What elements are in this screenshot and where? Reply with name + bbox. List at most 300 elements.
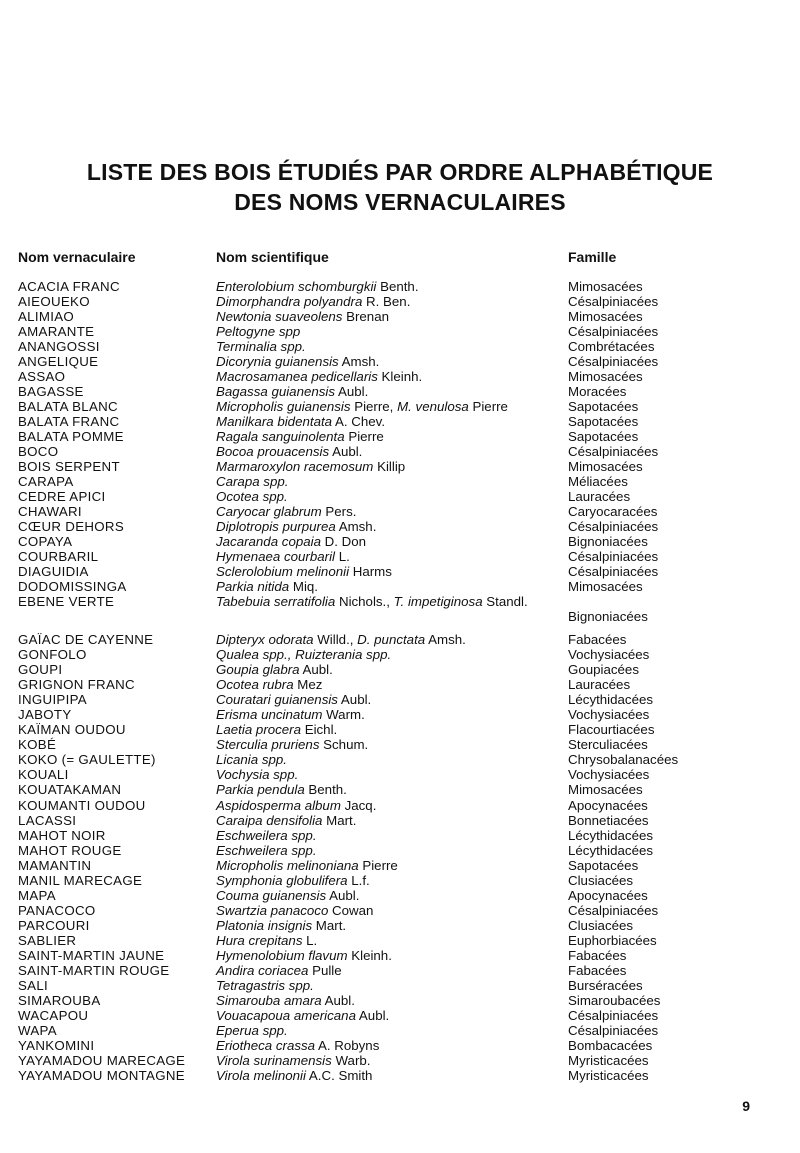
scientific-name — [216, 963, 561, 978]
vernacular-name: EBENE VERTE — [18, 594, 115, 610]
scientific-name — [216, 354, 561, 369]
scientific-name-author: Miq. — [289, 579, 318, 595]
header-scientific: Nom scientifique — [216, 249, 329, 265]
table-row — [0, 519, 800, 534]
scientific-name-italic: Simarouba amara — [216, 992, 322, 1008]
scientific-name-author: Killip — [373, 459, 406, 475]
page-number: 9 — [742, 1098, 750, 1114]
scientific-name-italic: Ocotea spp. — [216, 489, 288, 505]
scientific-name-italic: Parkia pendula — [216, 782, 305, 798]
family-name: Césalpiniacées — [568, 444, 659, 460]
vernacular-name: BOIS SERPENT — [18, 459, 120, 475]
scientific-name-italic: Macrosamanea pedicellaris — [216, 369, 378, 385]
family-name: Césalpiniacées — [568, 902, 659, 918]
vernacular-name: BALATA FRANC — [18, 414, 120, 430]
vernacular-name: BOCO — [18, 444, 59, 460]
scientific-name — [216, 1038, 561, 1053]
vernacular-name: SALI — [18, 977, 49, 993]
vernacular-name: ALIMIAO — [18, 309, 75, 325]
scientific-name-italic: T. impetiginosa — [393, 594, 483, 610]
table-row — [0, 798, 800, 813]
scientific-name — [216, 369, 561, 384]
vernacular-name: INGUIPIPA — [18, 692, 87, 708]
vernacular-name: MANIL MARECAGE — [18, 872, 143, 888]
scientific-name-author: Harms — [349, 564, 392, 580]
vernacular-name: CEDRE APICI — [18, 489, 106, 505]
table-row — [0, 722, 800, 737]
family-name: Lécythidacées — [568, 692, 654, 708]
scientific-name — [216, 1023, 561, 1038]
scientific-name-italic: Virola surinamensis — [216, 1052, 332, 1068]
scientific-name-author: A. Chev. — [332, 414, 386, 430]
table-row — [0, 782, 800, 797]
vernacular-name: KOBÉ — [18, 737, 57, 753]
scientific-name-author: Cowan — [328, 902, 374, 918]
scientific-name-author: D. Don — [320, 534, 367, 550]
scientific-name — [216, 384, 561, 399]
scientific-name — [216, 549, 561, 564]
scientific-name-italic: M. venulosa — [397, 399, 469, 415]
scientific-name-italic: Hymenolobium flavum — [216, 947, 348, 963]
family-name: Flacourtiacées — [568, 722, 655, 738]
vernacular-name: SAINT-MARTIN JAUNE — [18, 947, 165, 963]
scientific-name-italic: Dipteryx odorata — [216, 632, 314, 648]
scientific-name-italic: Vouacapoua americana — [216, 1007, 356, 1023]
table-row — [0, 813, 800, 828]
scientific-name — [216, 594, 561, 609]
vernacular-name: KAÏMAN OUDOU — [18, 722, 126, 738]
table-row — [0, 279, 800, 294]
family-name: Sapotacées — [568, 429, 639, 445]
vernacular-name: KOKO (= GAULETTE) — [18, 752, 156, 768]
scientific-name-italic: Couma guianensis — [216, 887, 327, 903]
family-name: Fabacées — [568, 632, 627, 648]
scientific-name-author: Pers. — [321, 504, 357, 520]
family-name: Burséracées — [568, 977, 643, 993]
scientific-name — [216, 978, 561, 993]
vernacular-name: COURBARIL — [18, 549, 99, 565]
table-row — [0, 737, 800, 752]
scientific-name-author: Aubl. — [321, 992, 355, 1008]
scientific-name — [216, 309, 561, 324]
scientific-name — [216, 993, 561, 1008]
family-name: Mimosacées — [568, 459, 643, 475]
vernacular-name: WACAPOU — [18, 1007, 89, 1023]
scientific-name-author: Eichl. — [301, 722, 338, 738]
table-row — [0, 828, 800, 843]
family-name: Clusiacées — [568, 917, 634, 933]
scientific-name — [216, 677, 561, 692]
table-row — [0, 903, 800, 918]
vernacular-name: SABLIER — [18, 932, 77, 948]
scientific-name — [216, 662, 561, 677]
scientific-name — [216, 918, 561, 933]
scientific-name-italic: Caraipa densifolia — [216, 812, 323, 828]
vernacular-name: GONFOLO — [18, 647, 87, 663]
scientific-name-italic: Diplotropis purpurea — [216, 519, 336, 535]
vernacular-name: GOUPI — [18, 662, 63, 678]
vernacular-name: SIMAROUBA — [18, 992, 101, 1008]
scientific-name — [216, 294, 561, 309]
scientific-name-italic: Sterculia pruriens — [216, 737, 320, 753]
scientific-name-author: Pierre — [468, 399, 508, 415]
scientific-name-italic: Hymenaea courbaril — [216, 549, 335, 565]
scientific-name-author: Amsh. — [338, 354, 380, 370]
scientific-name-italic: Hura crepitans — [216, 932, 303, 948]
scientific-name-italic: Tabebuia serratifolia — [216, 594, 336, 610]
scientific-name-italic: Eschweilera spp. — [216, 827, 317, 843]
vernacular-name: DODOMISSINGA — [18, 579, 127, 595]
scientific-name — [216, 873, 561, 888]
family-name: Fabacées — [568, 962, 627, 978]
family-name: Caryocaracées — [568, 504, 658, 520]
family-name: Césalpiniacées — [568, 1007, 659, 1023]
scientific-name-author: Pulle — [308, 962, 342, 978]
table-row — [0, 677, 800, 692]
scientific-name — [216, 933, 561, 948]
scientific-name-author: Kleinh. — [377, 369, 423, 385]
family-name: Vochysiacées — [568, 707, 650, 723]
table-row — [0, 459, 800, 474]
scientific-name-author: Kleinh. — [347, 947, 392, 963]
scientific-name-author: Schum. — [319, 737, 369, 753]
family-name: Lauracées — [568, 677, 631, 693]
scientific-name-italic: Symphonia globulifera — [216, 872, 348, 888]
page-title — [0, 157, 800, 217]
scientific-name — [216, 752, 561, 767]
scientific-name — [216, 767, 561, 782]
scientific-name-italic: Tetragastris spp. — [216, 977, 314, 993]
scientific-name-italic: Micropholis guianensis — [216, 399, 351, 415]
table-row — [0, 888, 800, 903]
family-name: Césalpiniacées — [568, 549, 659, 565]
header-vernacular: Nom vernaculaire — [18, 249, 136, 265]
scientific-name-italic: Eschweilera spp. — [216, 842, 317, 858]
title-line-1: LISTE DES BOIS ÉTUDIÉS PAR ORDRE ALPHABÉTIQUE — [86, 159, 714, 185]
vernacular-name: KOUATAKAMAN — [18, 782, 122, 798]
table-row — [0, 993, 800, 1008]
family-name: Mimosacées — [568, 579, 643, 595]
scientific-name — [216, 1008, 561, 1023]
scientific-name — [216, 1053, 561, 1068]
scientific-name — [216, 692, 561, 707]
scientific-name-author: Warb. — [331, 1052, 371, 1068]
table-row — [0, 873, 800, 888]
scientific-name-italic: Enterolobium schomburgkii — [216, 279, 377, 294]
scientific-name-italic: Ocotea rubra — [216, 677, 294, 693]
table-row — [0, 549, 800, 564]
vernacular-name: YANKOMINI — [18, 1037, 95, 1053]
table-row — [0, 692, 800, 707]
vernacular-name: BALATA BLANC — [18, 399, 118, 415]
family-name: Lécythidacées — [568, 842, 654, 858]
scientific-name-italic: Aspidosperma album — [216, 797, 341, 813]
family-name: Goupiacées — [568, 662, 639, 678]
scientific-name-author: Brenan — [342, 309, 389, 325]
vernacular-name: CŒUR DEHORS — [18, 519, 124, 535]
vernacular-name: ANANGOSSI — [18, 339, 100, 355]
family-name: Césalpiniacées — [568, 354, 659, 370]
scientific-name-author: L.f. — [347, 872, 370, 888]
vernacular-name: BALATA POMME — [18, 429, 124, 445]
vernacular-name: YAYAMADOU MONTAGNE — [18, 1067, 185, 1083]
scientific-name — [216, 339, 561, 354]
title-line-2: DES NOMS VERNACULAIRES — [234, 189, 566, 215]
scientific-name — [216, 459, 561, 474]
table-row — [0, 564, 800, 579]
table-row — [0, 978, 800, 993]
vernacular-name: ANGELIQUE — [18, 354, 99, 370]
scientific-name-italic: Marmaroxylon racemosum — [216, 459, 374, 475]
scientific-name-italic: Goupia glabra — [216, 662, 300, 678]
scientific-name-italic: Couratari guianensis — [216, 692, 338, 708]
scientific-name-author: Pierre — [358, 857, 398, 873]
family-name: Lauracées — [568, 489, 631, 505]
family-name: Apocynacées — [568, 797, 648, 813]
scientific-name-italic: Parkia nitida — [216, 579, 290, 595]
table-row — [0, 933, 800, 948]
scientific-name — [216, 399, 561, 414]
scientific-name-italic: Swartzia panacoco — [216, 902, 329, 918]
scientific-name-author: Standl. — [482, 594, 528, 610]
scientific-name-author: Willd., — [313, 632, 358, 648]
vernacular-name: MAMANTIN — [18, 857, 92, 873]
table-row — [0, 354, 800, 369]
table-row — [0, 474, 800, 489]
table-row — [0, 1053, 800, 1068]
family-name: Chrysobalanacées — [568, 752, 679, 768]
scientific-name-author: Mart. — [322, 812, 357, 828]
family-name: Mimosacées — [568, 279, 643, 294]
vernacular-name: GAÏAC DE CAYENNE — [18, 632, 154, 648]
header-family: Famille — [568, 249, 617, 265]
scientific-name-italic: Terminalia spp. — [216, 339, 306, 355]
vernacular-name: CARAPA — [18, 474, 74, 490]
scientific-name-italic: Laetia procera — [216, 722, 302, 738]
family-name: Myristicacées — [568, 1052, 649, 1068]
vernacular-name: AMARANTE — [18, 324, 95, 340]
vernacular-name: MAHOT ROUGE — [18, 842, 122, 858]
scientific-name-author: L. — [302, 932, 318, 948]
table-row — [0, 963, 800, 978]
scientific-name — [216, 903, 561, 918]
family-name: Césalpiniacées — [568, 324, 659, 340]
scientific-name — [216, 798, 561, 813]
table-row — [0, 918, 800, 933]
scientific-name-author: Aubl. — [355, 1007, 390, 1023]
family-name: Vochysiacées — [568, 647, 650, 663]
scientific-name-italic: Eperua spp. — [216, 1022, 288, 1038]
scientific-name — [216, 489, 561, 504]
table-row — [0, 504, 800, 519]
vernacular-name: KOUALI — [18, 767, 69, 783]
scientific-name-italic: Andira coriacea — [216, 962, 309, 978]
table-row — [0, 752, 800, 767]
scientific-name-italic: Sclerolobium melinonii — [216, 564, 350, 580]
table-row — [0, 444, 800, 459]
scientific-name — [216, 828, 561, 843]
scientific-name-italic: Jacaranda copaia — [216, 534, 321, 550]
family-name: Sapotacées — [568, 857, 639, 873]
scientific-name — [216, 632, 561, 647]
scientific-name-italic: Vochysia spp. — [216, 767, 299, 783]
table-row — [0, 1008, 800, 1023]
scientific-name-author: Aubl. — [329, 444, 363, 460]
family-name: Euphorbiacées — [568, 932, 657, 948]
scientific-name-author: Benth. — [304, 782, 347, 798]
vernacular-name: AIEOUEKO — [18, 294, 90, 310]
family-name: Mimosacées — [568, 369, 643, 385]
family-name: Mimosacées — [568, 782, 643, 798]
family-name: Sapotacées — [568, 399, 639, 415]
scientific-name-author: Aubl. — [326, 887, 360, 903]
family-name: Simaroubacées — [568, 992, 661, 1008]
scientific-name-author: R. Ben. — [362, 294, 411, 310]
scientific-name — [216, 324, 561, 339]
scientific-name-italic: D. punctata — [357, 632, 426, 648]
scientific-name-author: A. Robyns — [315, 1037, 380, 1053]
scientific-name-author: Nichols., — [335, 594, 394, 610]
family-name: Bignoniacées — [568, 534, 648, 550]
family-name: Combrétacées — [568, 339, 655, 355]
vernacular-name: SAINT-MARTIN ROUGE — [18, 962, 170, 978]
vernacular-name: JABOTY — [18, 707, 72, 723]
scientific-name-author: Aubl. — [337, 692, 372, 708]
table-row — [0, 767, 800, 782]
scientific-name — [216, 888, 561, 903]
scientific-name — [216, 414, 561, 429]
scientific-name-author: Benth. — [376, 279, 419, 294]
scientific-name-italic: Manilkara bidentata — [216, 414, 333, 430]
family-name: Myristicacées — [568, 1067, 649, 1083]
family-name: Fabacées — [568, 947, 627, 963]
vernacular-name: KOUMANTI OUDOU — [18, 797, 146, 813]
scientific-name — [216, 564, 561, 579]
scientific-name — [216, 858, 561, 873]
scientific-name — [216, 813, 561, 828]
table-row — [0, 1068, 800, 1083]
table-row — [0, 1023, 800, 1038]
scientific-name-italic: Newtonia suaveolens — [216, 309, 343, 325]
table-row — [0, 948, 800, 963]
family-name: Mimosacées — [568, 309, 643, 325]
vernacular-name: ASSAO — [18, 369, 66, 385]
family-name: Bombacacées — [568, 1037, 653, 1053]
wood-list-table — [0, 279, 800, 1083]
scientific-name-author: Amsh. — [335, 519, 377, 535]
table-row — [0, 843, 800, 858]
scientific-name — [216, 707, 561, 722]
scientific-name-author: Aubl. — [299, 662, 333, 678]
scientific-name — [216, 444, 561, 459]
table-row — [0, 429, 800, 444]
scientific-name-author: Amsh. — [425, 632, 466, 648]
scientific-name-italic: Bocoa prouacensis — [216, 444, 330, 460]
vernacular-name: DIAGUIDIA — [18, 564, 89, 580]
table-row — [0, 339, 800, 354]
scientific-name — [216, 474, 561, 489]
table-row — [0, 294, 800, 309]
scientific-name — [216, 279, 561, 294]
table-row — [0, 309, 800, 324]
scientific-name — [216, 429, 561, 444]
family-name: Clusiacées — [568, 872, 634, 888]
scientific-name-author: Mart. — [312, 917, 347, 933]
table-row — [0, 1038, 800, 1053]
family-name: Bignoniacées — [568, 609, 648, 625]
scientific-name-italic: Ragala sanguinolenta — [216, 429, 345, 445]
scientific-name — [216, 519, 561, 534]
table-row — [0, 399, 800, 414]
table-row — [0, 384, 800, 399]
table-row — [0, 579, 800, 594]
scientific-name-italic: Licania spp. — [216, 752, 287, 768]
scientific-name-author: A.C. Smith — [305, 1067, 373, 1083]
scientific-name-italic: Eriotheca crassa — [216, 1037, 316, 1053]
family-name: Sapotacées — [568, 414, 639, 430]
scientific-name — [216, 534, 561, 549]
vernacular-name: GRIGNON FRANC — [18, 677, 135, 693]
scientific-name-italic: Peltogyne spp — [216, 324, 301, 340]
scientific-name — [216, 1068, 561, 1083]
scientific-name-author: Jacq. — [340, 797, 377, 813]
scientific-name-italic: Qualea spp., Ruizterania spp. — [216, 647, 392, 663]
scientific-name-author: Warm. — [322, 707, 365, 723]
scientific-name-author: Mez — [293, 677, 323, 693]
family-name: Sterculiacées — [568, 737, 648, 753]
table-row — [0, 647, 800, 662]
scientific-name-italic: Carapa spp. — [216, 474, 289, 490]
family-name: Césalpiniacées — [568, 564, 659, 580]
scientific-name-author: Pierre, — [350, 399, 398, 415]
scientific-name-author: Pierre — [344, 429, 384, 445]
vernacular-name: COPAYA — [18, 534, 73, 550]
family-name: Moracées — [568, 384, 627, 400]
table-row — [0, 594, 800, 624]
scientific-name — [216, 843, 561, 858]
family-name: Bonnetiacées — [568, 812, 649, 828]
scientific-name-italic: Virola melinonii — [216, 1067, 306, 1083]
scientific-name-italic: Platonia insignis — [216, 917, 313, 933]
scientific-name — [216, 722, 561, 737]
scientific-name-italic: Erisma uncinatum — [216, 707, 323, 723]
scientific-name-italic: Micropholis melinoniana — [216, 857, 359, 873]
vernacular-name: LACASSI — [18, 812, 77, 828]
table-row — [0, 324, 800, 339]
family-name: Césalpiniacées — [568, 519, 659, 535]
vernacular-name: CHAWARI — [18, 504, 82, 520]
family-name: Lécythidacées — [568, 827, 654, 843]
vernacular-name: MAHOT NOIR — [18, 827, 106, 843]
scientific-name — [216, 948, 561, 963]
vernacular-name: ACACIA FRANC — [18, 279, 120, 294]
scientific-name-italic: Caryocar glabrum — [216, 504, 322, 520]
family-name: Apocynacées — [568, 887, 648, 903]
family-name: Césalpiniacées — [568, 294, 659, 310]
family-name: Méliacées — [568, 474, 628, 490]
table-row — [0, 858, 800, 873]
scientific-name — [216, 647, 561, 662]
table-row — [0, 662, 800, 677]
vernacular-name: PANACOCO — [18, 902, 96, 918]
scientific-name-author: Aubl. — [335, 384, 369, 400]
family-name: Vochysiacées — [568, 767, 650, 783]
scientific-name-author: L. — [335, 549, 350, 565]
family-name: Césalpiniacées — [568, 1022, 659, 1038]
scientific-name — [216, 782, 561, 797]
table-row — [0, 414, 800, 429]
scientific-name — [216, 579, 561, 594]
